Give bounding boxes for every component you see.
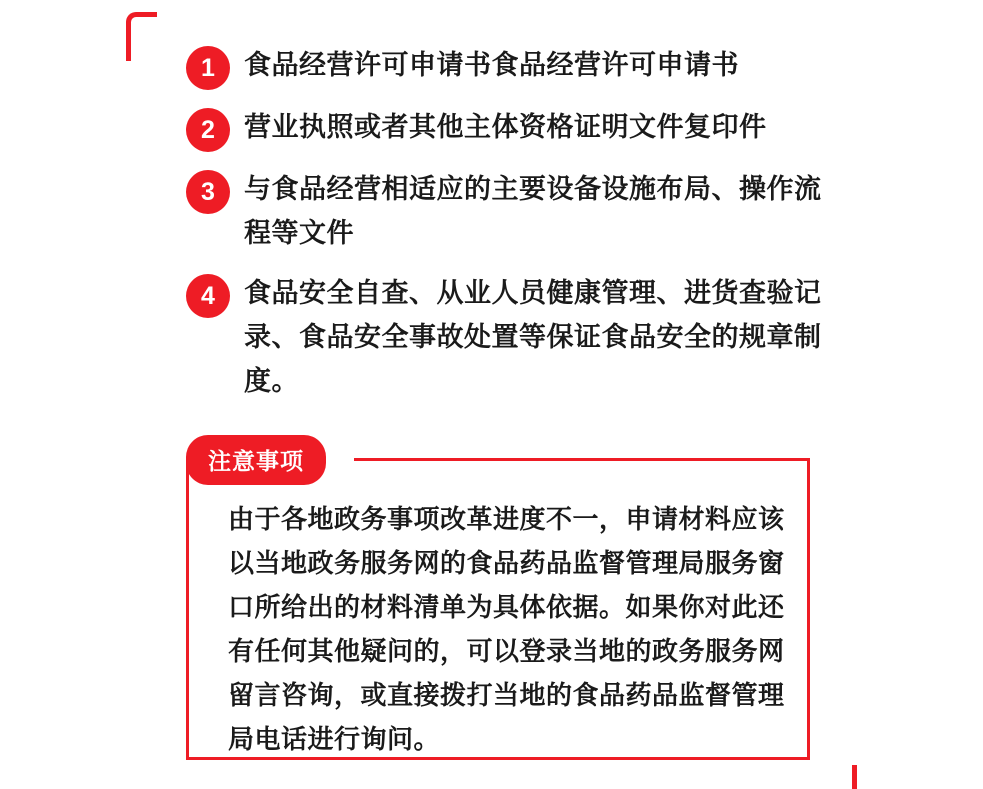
list-item-number-badge: 4 [186,274,230,318]
decorative-corner-top-left [126,12,157,61]
list-item-text: 营业执照或者其他主体资格证明文件复印件 [244,112,767,143]
notice-body-text: 由于各地政务事项改革进度不一，申请材料应该以当地政务服务网的食品药品监督管理局服务窗口所给出的材料清单为具体依据。如果你对此还有任何其他疑问的，可以登录当地的政务服务网留言咨询，或直接拨打当地的食品药品监督管理局电话进行询问。 [228,505,785,755]
list-item [186,168,846,256]
list-item-text: 与食品经营相适应的主要设备设施布局、操作流程等文件 [244,174,822,249]
list-item [186,272,846,404]
list-item-text: 食品经营许可申请书食品经营许可申请书 [244,50,739,81]
requirements-list [186,44,846,420]
list-item [186,44,846,90]
list-item [186,106,846,152]
list-item-number-badge: 3 [186,170,230,214]
decorative-corner-bottom-right [852,765,857,789]
list-item-number-badge: 2 [186,108,230,152]
list-item-text: 食品安全自查、从业人员健康管理、进货查验记录、食品安全事故处置等保证食品安全的规章制度。 [244,278,822,397]
list-item-number-badge: 1 [186,46,230,90]
notice-label: 注意事项 [186,435,326,485]
